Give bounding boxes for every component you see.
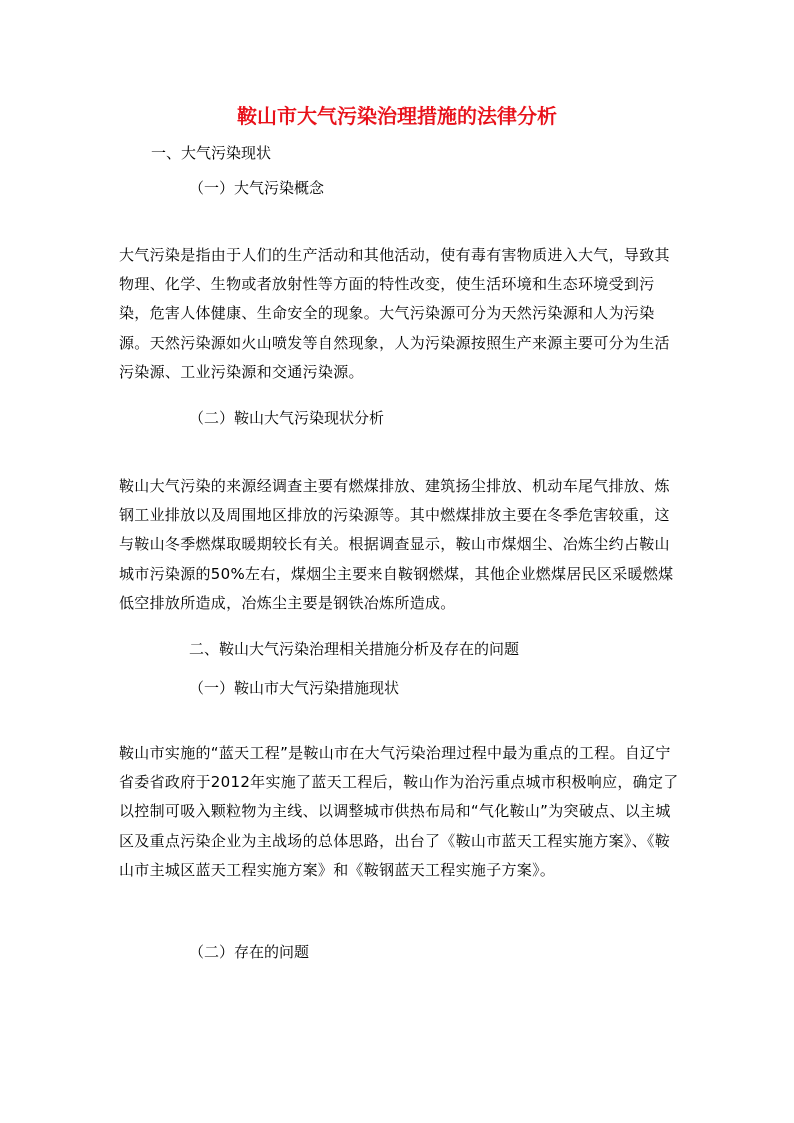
section-2-heading: 二、鞍山大气污染治理相关措施分析及存在的问题: [189, 640, 520, 658]
section-1-heading: 一、大气污染现状: [151, 144, 272, 162]
section-1-1-heading: （一）大气污染概念: [189, 179, 325, 197]
section-1-2-paragraph: 鞍山大气污染的来源经调查主要有燃煤排放、建筑扬尘排放、机动车尾气排放、炼钢工业排放以及周围地区排放的污染源等。其中燃煤排放主要在冬季危害较重，这与鞍山冬季燃煤取暖期较长有关。根据调查显示，鞍山市煤烟尘、冶炼尘约占鞍山城市污染源的50%左右，煤烟尘主要来自鞍钢燃煤，其他企业燃煤居民区采暖燃煤低空排放所造成，冶炼尘主要是钢铁冶炼所造成。: [119, 477, 674, 612]
section-1-2-heading: （二）鞍山大气污染现状分析: [189, 409, 385, 427]
section-2-2-heading: （二）存在的问题: [189, 943, 310, 961]
document-title: 鞍山市大气污染治理措施的法律分析: [237, 104, 557, 128]
section-2-1-heading: （一）鞍山市大气污染措施现状: [189, 679, 400, 697]
section-1-1-paragraph: 大气污染是指由于人们的生产活动和其他活动，使有毒有害物质进入大气，导致其物理、化学、生物或者放射性等方面的特性改变，使生活环境和生态环境受到污染，危害人体健康、生命安全的现象。大气污染源可分为天然污染源和人为污染源。天然污染源如火山喷发等自然现象，人为污染源按照生产来源主要可分为生活污染源、工业污染源和交通污染源。: [119, 246, 670, 381]
section-2-1-paragraph: 鞍山市实施的“蓝天工程”是鞍山市在大气污染治理过程中最为重点的工程。自辽宁省委省政府于2012年实施了蓝天工程后，鞍山作为治污重点城市积极响应，确定了以控制可吸入颗粒物为主线、以调整城市供热布局和“气化鞍山”为突破点、以主城区及重点污染企业为主战场的总体思路，出台了《鞍山市蓝天工程实施方案》、《鞍山市主城区蓝天工程实施方案》和《鞍钢蓝天工程实施子方案》。: [119, 744, 679, 879]
